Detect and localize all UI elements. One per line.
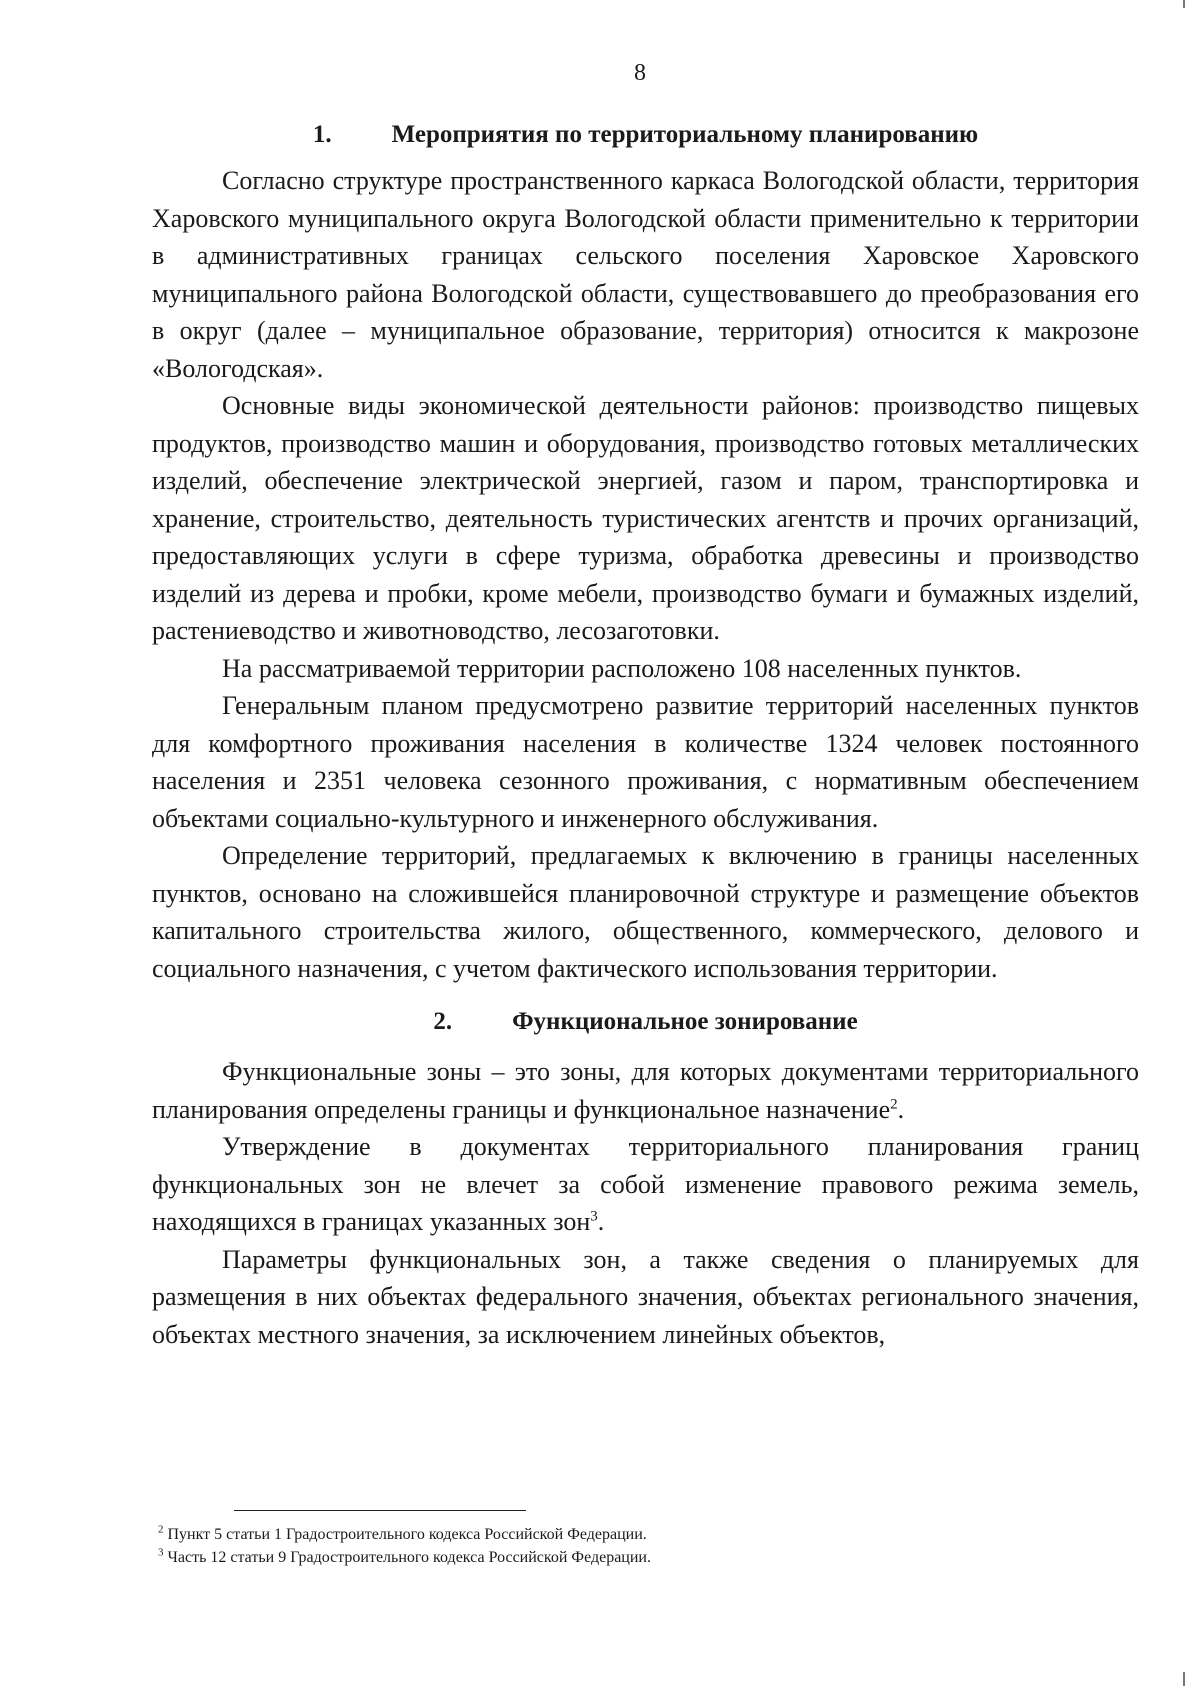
paragraph-tail: . (597, 1207, 605, 1236)
footnote-mark: 3 (158, 1546, 164, 1559)
section-1-paragraph: На рассматриваемой территории расположено 108 населенных пунктов. (222, 653, 1022, 683)
section-2-paragraph: Параметры функциональных зон, а также сведения о планируемых для размещения в них объектах федерального значения, объектах регионального значения, объектах местного значения, за исключением линейных объектов, (152, 1244, 1139, 1349)
paragraph-text: Утверждение в документах территориального планирования границ функциональных зон не влечет за собой изменение правового режима земель, находящихся в границах указанных зон (152, 1132, 1139, 1236)
page-number: 8 (634, 60, 646, 86)
paragraph-text: Функциональные зоны – это зоны, для которых документами территориального планирования определены границы и функциональное назначение (152, 1057, 1139, 1124)
footnote-ref: 3 (590, 1208, 598, 1225)
section-2-paragraph (152, 1053, 1139, 1128)
section-2-heading (152, 1005, 1139, 1039)
scan-edge-mark (1183, 1672, 1185, 1686)
section-2-paragraph (152, 1128, 1139, 1241)
section-1-paragraph: Определение территорий, предлагаемых к включению в границы населенных пунктов, основано на сложившейся планировочной структуре и размещение объектов капитального строительства жилого, общественного, коммерческого, делового и социального назначения, с учетом фактического использования территории. (152, 841, 1139, 983)
section-1-paragraph: Согласно структуре пространственного каркаса Вологодской области, территория Харовского муниципального округа Вологодской области применительно к территории в административных границах сельского поселения Харовское Харовского муниципального района Вологодской области, существовавшего до преобразования его в округ (далее – муниципальное образование, территория) относится к макрозоне «Вологодская». (152, 166, 1139, 383)
section-1-title: Мероприятия по территориальному планированию (391, 121, 979, 148)
footnote-ref: 2 (890, 1095, 898, 1112)
footnote (158, 1546, 1058, 1569)
paragraph-tail: . (897, 1094, 905, 1124)
section-1-paragraph: Генеральным планом предусмотрено развитие территорий населенных пунктов для комфортного проживания населения в количестве 1324 человек постоянного населения и 2351 человека сезонного проживания, с нормативным обеспечением объектами социально-культурного и инженерного обслуживания. (152, 691, 1139, 833)
footnote-text: Пункт 5 статьи 1 Градостроительного кодекса Российской Федерации. (163, 1526, 647, 1543)
footnote-separator (234, 1510, 526, 1511)
footnotes (158, 1523, 1058, 1569)
footnote-mark: 2 (158, 1523, 164, 1536)
section-2-title: Функциональное зонирование (512, 1008, 858, 1035)
footnote (158, 1523, 1058, 1546)
section-1-heading (152, 118, 1139, 152)
scan-edge-mark (1183, 0, 1185, 8)
section-1-number: 1. (312, 121, 332, 148)
footnote-text: Часть 12 статьи 9 Градостроительного кодекса Российской Федерации. (163, 1549, 651, 1566)
page-body (152, 118, 1139, 1353)
section-1-paragraph: Основные виды экономической деятельности районов: производство пищевых продуктов, производство машин и оборудования, производство готовых металлических изделий, обеспечение электрической энергией, газом и паром, транспортировка и хранение, строительство, деятельность туристических агентств и прочих организаций, предоставляющих услуги в сфере туризма, обработка древесины и производство изделий из дерева и пробки, кроме мебели, производство бумаги и бумажных изделий, растениеводство и животноводство, лесозаготовки. (152, 391, 1139, 645)
section-2-number: 2. (433, 1008, 453, 1035)
